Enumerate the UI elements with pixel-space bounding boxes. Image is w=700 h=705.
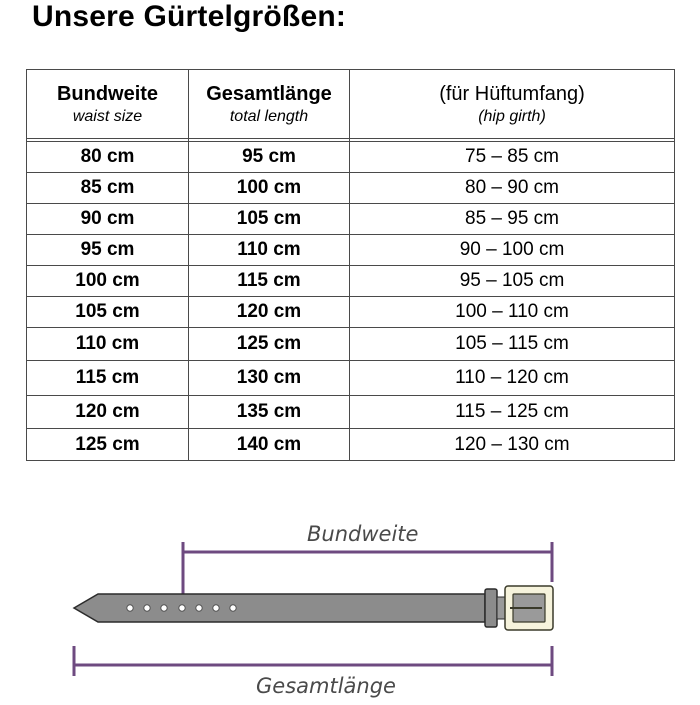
total-length-label: Gesamtlänge [256,674,396,698]
waist-size-cell: 120 cm [27,396,189,429]
table-row [27,361,675,396]
hip-girth-cell: 100 – 110 cm [350,297,675,328]
buckle-icon [505,586,553,630]
header-waist [27,70,189,139]
table-row [27,429,675,461]
total-length-cell: 135 cm [189,396,350,429]
belt-icon [74,586,553,630]
total-length-cell: 105 cm [189,204,350,235]
waist-size-cell: 105 cm [27,297,189,328]
hip-girth-cell: 80 – 90 cm [350,173,675,204]
belt-size-table [26,69,675,461]
header-waist-sublabel: waist size [72,108,143,125]
total-length-cell: 130 cm [189,361,350,396]
hip-girth-cell: 115 – 125 cm [350,396,675,429]
table-row [27,328,675,361]
total-length-cell: 110 cm [189,235,350,266]
hip-girth-cell: 105 – 115 cm [350,328,675,361]
total-length-cell: 115 cm [189,266,350,297]
hip-girth-cell: 95 – 105 cm [350,266,675,297]
belt-diagram [0,500,700,700]
hip-girth-cell: 85 – 95 cm [350,204,675,235]
hip-girth-cell: 110 – 120 cm [350,361,675,396]
table-row [27,396,675,429]
hip-girth-cell: 90 – 100 cm [350,235,675,266]
total-length-cell: 95 cm [189,142,350,173]
hip-girth-cell: 120 – 130 cm [350,429,675,461]
hip-girth-cell: 75 – 85 cm [350,142,675,173]
table-row [27,204,675,235]
total-length-cell: 120 cm [189,297,350,328]
header-total [189,70,350,139]
header-total-sublabel: total length [229,108,309,125]
table-row [27,235,675,266]
belt-loop [485,589,497,627]
header-hip [350,70,675,139]
waist-size-cell: 110 cm [27,328,189,361]
header-waist-label: Bundweite [56,83,159,105]
table-body [27,139,675,461]
page-title: Unsere Gürtelgrößen: [32,0,347,33]
waist-size-cell: 90 cm [27,204,189,235]
waist-size-label: Bundweite [307,522,419,546]
waist-size-cell: 115 cm [27,361,189,396]
belt-strap [74,594,485,622]
table-header-row [27,70,675,139]
table-row [27,297,675,328]
total-length-cell: 100 cm [189,173,350,204]
total-length-cell: 125 cm [189,328,350,361]
total-length-cell: 140 cm [189,429,350,461]
header-hip-sublabel: (hip girth) [478,108,546,125]
waist-size-cell: 80 cm [27,142,189,173]
header-hip-label: (für Hüftumfang) [439,83,585,105]
total-measure-line [74,646,552,676]
waist-size-cell: 95 cm [27,235,189,266]
waist-size-cell: 100 cm [27,266,189,297]
waist-size-cell: 85 cm [27,173,189,204]
header-total-label: Gesamtlänge [206,83,332,105]
waist-size-cell: 125 cm [27,429,189,461]
table-row [27,142,675,173]
table-row [27,266,675,297]
table-row [27,173,675,204]
